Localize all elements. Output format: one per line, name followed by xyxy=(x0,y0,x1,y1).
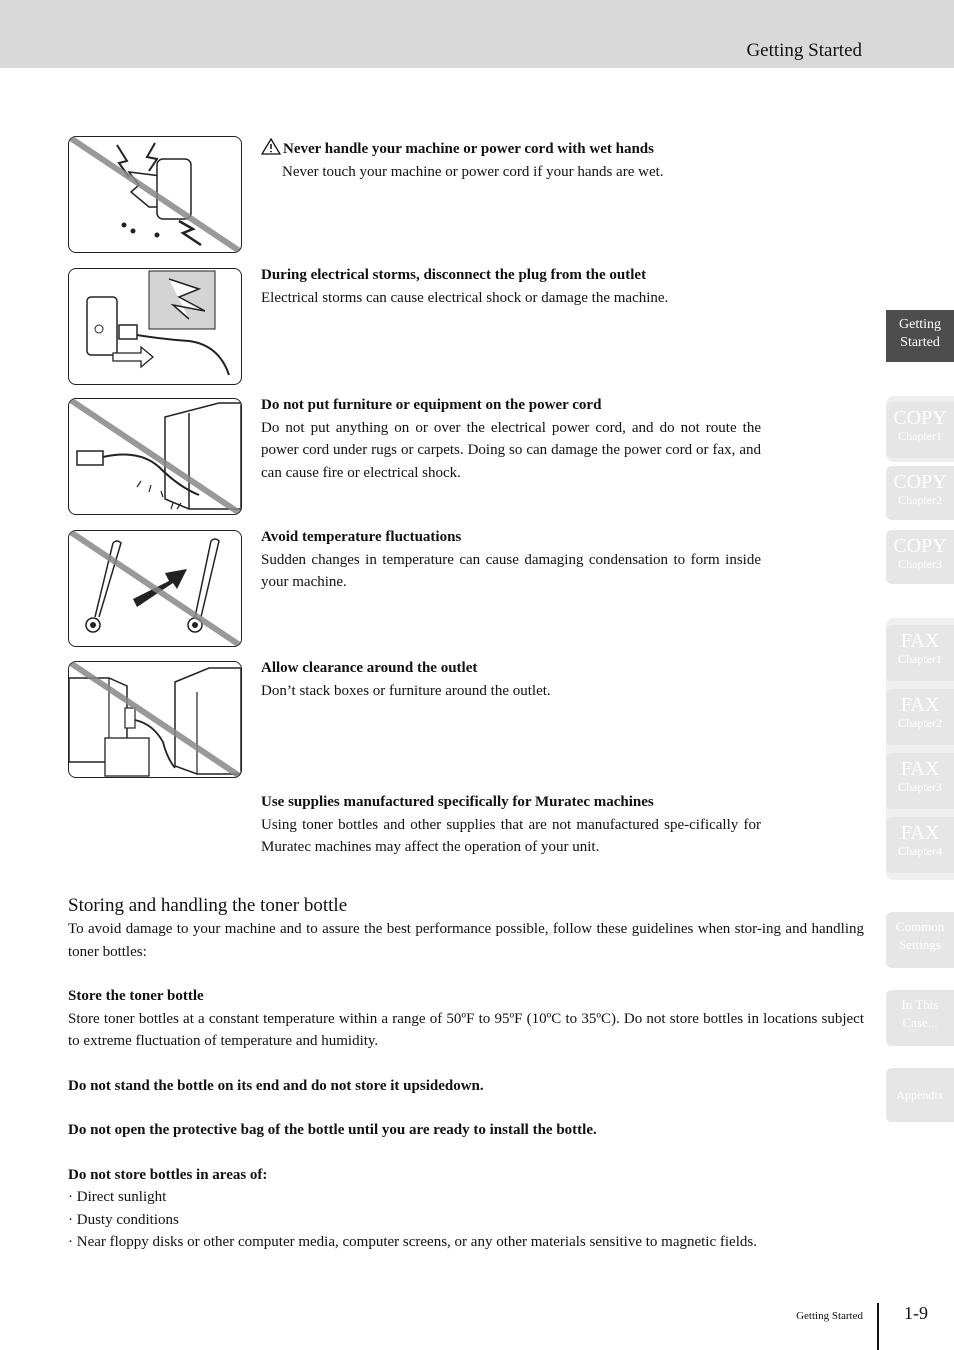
section-heading: Storing and handling the toner bottle xyxy=(68,895,348,916)
warning-title: Use supplies manufactured specifically for Muratec machines xyxy=(261,794,654,810)
storm-outlet-illustration xyxy=(68,268,242,385)
warning-title-text: Never handle your machine or power cord with wet hands xyxy=(283,141,654,157)
tab-fax-chapter1[interactable]: FAX Chapter1 xyxy=(886,625,954,681)
warning-title: During electrical storms, disconnect the plug from the outlet xyxy=(261,267,647,283)
areas-heading: Do not store bottles in areas of: xyxy=(68,1166,268,1183)
warning-title: Allow clearance around the outlet xyxy=(261,660,478,676)
tab-copy-chapter1[interactable]: COPY Chapter1 xyxy=(886,402,954,458)
header-bar xyxy=(0,0,954,68)
footer-label: Getting Started xyxy=(796,1310,863,1322)
warning-body: Do not put anything on or over the electrical power cord, and do not route the power cord under rugs or carpets. Doing so can damage the power cord or fax, and can cause fire or electrical shock. xyxy=(261,419,761,481)
rule-protective-bag: Do not open the protective bag of the bottle until you are ready to install the bottle. xyxy=(68,1122,597,1138)
warning-triangle-icon xyxy=(261,138,281,155)
tab-copy-chapter2[interactable]: COPY Chapter2 xyxy=(886,466,954,520)
store-heading: Store the toner bottle xyxy=(68,988,204,1004)
warning-body: Don’t stack boxes or furniture around the outlet. xyxy=(261,682,551,699)
warning-body: Electrical storms can cause electrical shock or damage the machine. xyxy=(261,289,669,306)
header-title: Getting Started xyxy=(746,40,862,61)
furniture-cord-illustration xyxy=(68,398,242,515)
warning-title: Do not put furniture or equipment on the power cord xyxy=(261,397,602,413)
area-item: · Dusty conditions xyxy=(68,1211,179,1228)
area-item: · Direct sunlight xyxy=(68,1189,167,1205)
store-body: Store toner bottles at a constant temperature within a range of 50ºF to 95ºF (10ºC to 35ºC). Do not store bottles in locations subject to extreme fluctuation of temperature and humidity. xyxy=(68,1010,864,1049)
boxes-outlet-illustration xyxy=(68,661,242,778)
tab-getting-started[interactable]: Getting Started xyxy=(886,310,954,362)
rule-upsidedown: Do not stand the bottle on its end and do not store it upsidedown. xyxy=(68,1077,484,1094)
warning-body: Sudden changes in temperature can cause damaging condensation to form inside your machine. xyxy=(261,551,761,590)
tab-copy-chapter3[interactable]: COPY Chapter3 xyxy=(886,530,954,584)
toner-section xyxy=(68,894,864,1254)
page-number: 1-9 xyxy=(904,1303,928,1323)
tab-appendix[interactable]: Appendix xyxy=(886,1068,954,1122)
tab-in-this-case[interactable]: In This Case... xyxy=(886,990,954,1046)
tab-fax-chapter3[interactable]: FAX Chapter3 xyxy=(886,753,954,809)
warning-title xyxy=(261,138,761,161)
thermometer-illustration xyxy=(68,530,242,647)
section-intro: To avoid damage to your machine and to assure the best performance possible, follow these guidelines when stor-ing and handling toner bottles: xyxy=(68,921,864,960)
tab-common-settings[interactable]: Common Settings xyxy=(886,912,954,968)
area-item: · Near floppy disks or other computer media, computer screens, or any other materials sensitive to magnetic fields. xyxy=(68,1234,757,1250)
wet-hands-illustration xyxy=(68,136,242,253)
tab-fax-chapter4[interactable]: FAX Chapter4 xyxy=(886,817,954,873)
warning-body: Using toner bottles and other supplies that are not manufactured spe-cifically for Muratec machines may affect the operation of your unit. xyxy=(261,816,761,855)
warning-body: Never touch your machine or power cord if your hands are wet. xyxy=(282,163,664,180)
warning-title: Avoid temperature fluctuations xyxy=(261,529,462,545)
tab-fax-chapter2[interactable]: FAX Chapter2 xyxy=(886,689,954,745)
footer-divider xyxy=(877,1303,879,1350)
